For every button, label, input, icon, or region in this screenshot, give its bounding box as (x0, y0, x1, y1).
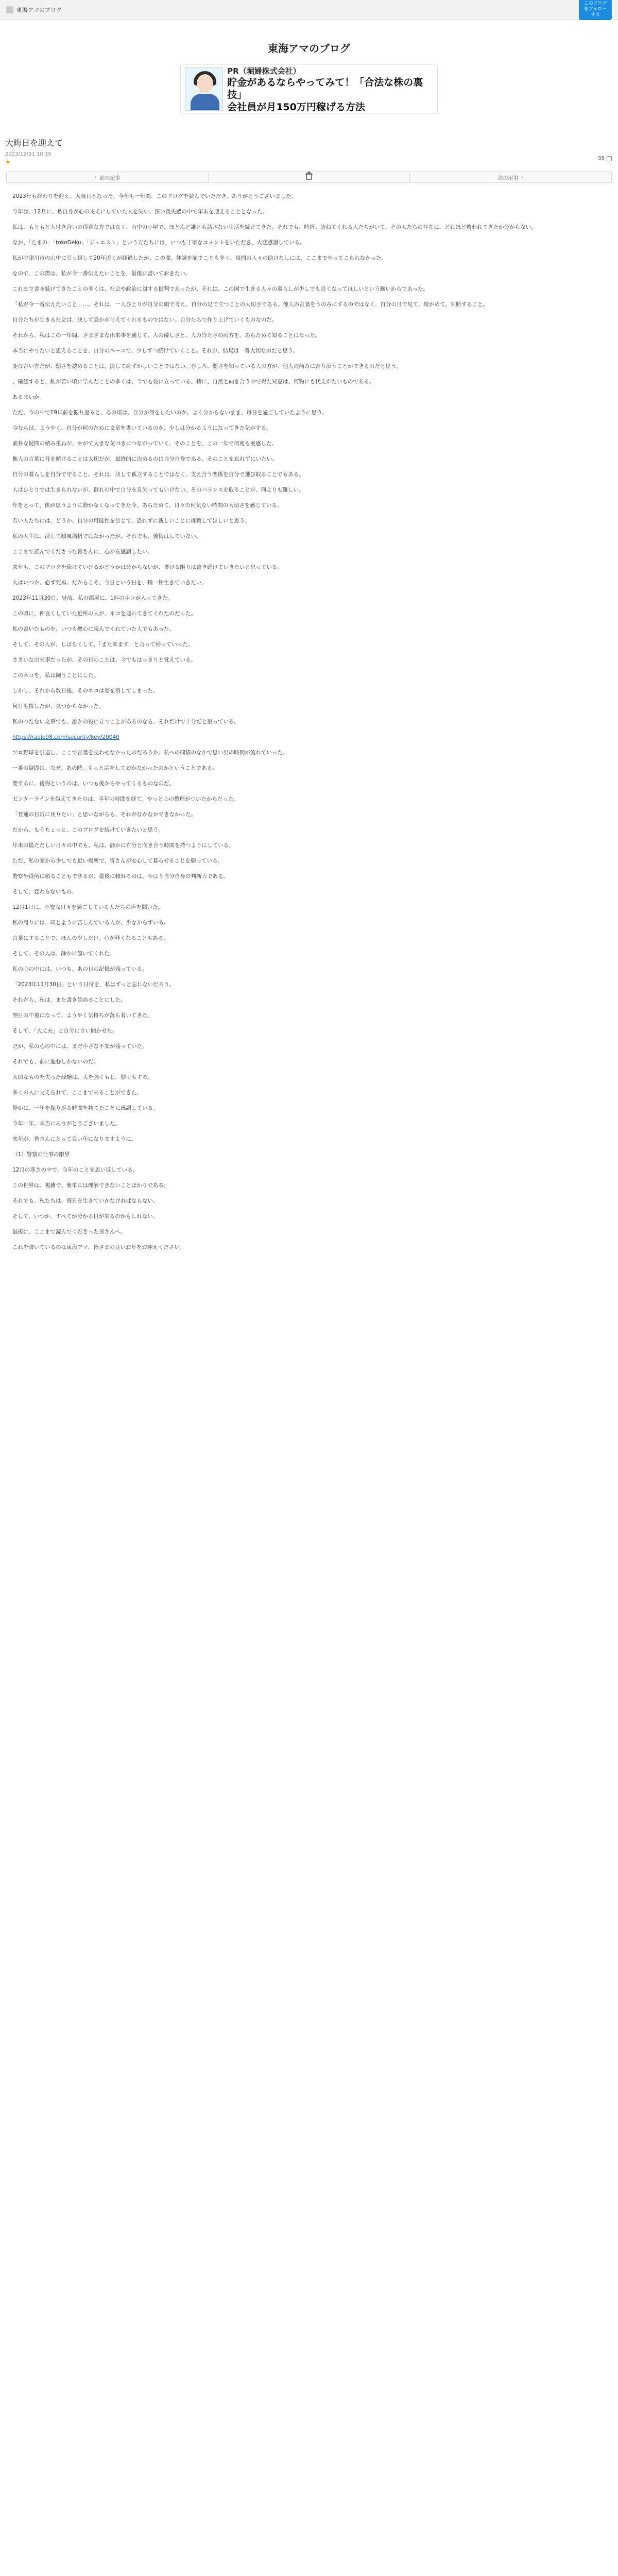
article-paragraph: 他人の言葉に耳を傾けることは大切だが、最終的に決めるのは自分自身である。そのことを忘れずにいたい。 (12, 456, 278, 462)
blog-name-link[interactable]: 東海アマのブログ (16, 6, 62, 13)
article-paragraph: 私の書いたものを、いつも熱心に読んでくれていた人でもあった。 (12, 626, 175, 632)
article-paragraph: 「2023年11月30日」という日付を、私はずっと忘れないだろう。 (12, 981, 175, 988)
article-paragraph: （1）警察の仕事の限界 (12, 1151, 70, 1158)
article-paragraph: そして、いつか、すべてが分かる日が来るのかもしれない。 (12, 1213, 159, 1219)
blog-logo-icon[interactable] (6, 6, 13, 13)
home-link[interactable] (209, 172, 410, 182)
article-paragraph: 2023年11月30日、昼前、私の部屋に、1匹のネコが入ってきた。 (12, 595, 174, 601)
share-count-button[interactable] (598, 156, 612, 161)
entry-meta (5, 151, 618, 165)
article-paragraph: そして、変わらないもの。 (12, 889, 77, 895)
prev-article-label: 前の記事 (99, 175, 121, 181)
article-paragraph: この世界は、複雑で、簡単には理解できないことばかりである。 (12, 1182, 169, 1189)
article-paragraph: それでも、前に進むしかないのだ。 (12, 1059, 99, 1065)
article-paragraph: 今ならば、ようやく、自分が何のために文章を書いているのか、少しは分かるようになってきた気がする。 (12, 425, 272, 431)
article-paragraph: それから、私はこの一年間、さまざまな出来事を通じて、人の優しさと、人の冷たさの両方を、あらためて知ることになった。 (12, 332, 321, 338)
article-paragraph: 私の周りには、同じように苦しんでいる人が、少なからずいる。 (12, 920, 169, 926)
article-paragraph: 年をとって、体が思うように動かなくなってきた今、あらためて、日々の何気ない時間の大切さを感じている。 (12, 502, 283, 509)
article-paragraph: だが、私の心の中には、まだ小さな不安が残っていた。 (12, 1043, 148, 1049)
article-paragraph: 変な言い方だが、弱さを認めることは、決して恥ずかしいことではない。むしろ、弱さを知っている人の方が、他人の痛みに寄り添うことができるのだと思う。 (12, 363, 402, 369)
ad-headline-line1: 貯金があるならやってみて！「合法な株の裏技」 (227, 76, 423, 100)
article-paragraph: 自分の暮らしを自分で守ること。それは、決して孤立することではなく、支え合う関係を自分で選び取ることでもある。 (12, 471, 304, 478)
article-paragraph: 人はいつか、必ず死ぬ。だからこそ、今日という日を、精一杯生きていきたい。 (12, 580, 207, 586)
article-paragraph: 、確認すると、私が若い頃に学んだことの多くは、今でも役に立っている。特に、自然と向き合う中で得た知恵は、何物にも代えがたいものである。 (12, 379, 375, 385)
article-paragraph: ただ、今の中で19年前を振り返ると、あの頃は、自分が何をしたいのか、よく分からないまま、毎日を過ごしていたように思う。 (12, 410, 328, 416)
article-paragraph: そして、その人が、しばらくして、「また来ます」と言って帰っていった。 (12, 641, 194, 648)
article-paragraph: それから、私は、また書き始めることにした。 (12, 997, 126, 1003)
article-paragraph: 2023年も終わりを迎え、大晦日となった。今年も一年間、このブログを読んでいただき、ありがとうございました。 (12, 193, 297, 199)
article-paragraph: 人はひとりでは生きられないが、群れの中で自分を見失ってもいけない。そのバランスを取ることが、何よりも難しい。 (12, 487, 304, 493)
article-paragraph: なお、「たまの」「tokoDeku」「ジュエスト」という方たちには、いつも丁寧なコメントをいただき、大変感謝している。 (12, 240, 305, 246)
article-paragraph: 自分たちが生きる社会は、決して誰かが与えてくれるものではない。自分たちで作り上げていくものなのだ。 (12, 317, 278, 323)
article-body (0, 183, 618, 1251)
article-paragraph: 警察や役所に頼ることもできるが、最後に頼れるのは、やはり自分自身の判断力である。 (12, 873, 229, 879)
follow-button[interactable]: このブログをフォローする (579, 0, 612, 20)
star-icon[interactable]: ★ (5, 158, 11, 165)
article-paragraph: 若い人たちには、どうか、自分の可能性を信じて、恐れずに新しいことに挑戦してほしいと思う。 (12, 518, 250, 524)
home-icon (306, 175, 312, 180)
article-paragraph: だから、もうちょっと、このブログを続けていきたいと思う。 (12, 827, 164, 833)
top-bar (0, 0, 618, 20)
entry-date: 2023/12/31 10:35 (5, 151, 52, 157)
article-paragraph: 本当にやりたいと思えることを、自分のペースで、少しずつ続けていくこと。それが、結局は一番大切なのだと思う。 (12, 348, 299, 354)
article-paragraph: 私の心の中には、いつも、あの日の記憶が残っている。 (12, 966, 148, 972)
article-paragraph: 「私が今一番伝えたいこと」…、それは、一人ひとりが自分の頭で考え、自分の足で立つことの大切さである。他人の言葉をうのみにするのではなく、自分の目で見て、確かめて、判断すること。 (12, 301, 488, 308)
next-article-link[interactable]: 次の記事 › (497, 174, 524, 181)
ad-headline-line2: 会社員が月150万円稼げる方法 (227, 101, 365, 113)
share-count: 95 (598, 156, 605, 161)
article-paragraph: このネコを、私は飼うことにした。 (12, 672, 99, 679)
prev-article-link[interactable]: ‹ 前の記事 (7, 172, 209, 182)
article-paragraph: ささいな出来事だったが、その日のことは、今でもはっきりと覚えている。 (12, 657, 196, 663)
article-paragraph: そして、その人は、静かに頷いてくれた。 (12, 951, 115, 957)
entry-title[interactable]: 大晦日を迎えて (5, 138, 63, 148)
article-paragraph: 最後に、ここまで読んでくださった皆さんへ。 (12, 1229, 126, 1235)
article-paragraph: センターラインを越えてきたのは、半年の時間を経て、やっと心の整理がついたからだった。 (12, 796, 239, 802)
article-paragraph: 今年は、12月に、私自身が心の支えにしていた人を失い、深い喪失感の中で年末を迎えることとなった。 (12, 209, 268, 215)
article-paragraph: 12月1日に、不安な日々を過ごしている人たちの声を聞いた。 (12, 904, 164, 910)
article-paragraph: 私が中津川市の山中に引っ越して20年近くが経過したが、この間、体調を崩すことも多く、周囲の人々の助けなしには、ここまでやってこられなかった。 (12, 255, 387, 261)
external-link[interactable]: https://radio98.com/security/key/20040 (12, 734, 119, 740)
article-paragraph: ここまで読んでくださった皆さんに、心から感謝したい。 (12, 549, 153, 555)
article-paragraph: 静かに、一年を振り返る時間を持てたことに感謝している。 (12, 1105, 159, 1111)
article-paragraph: 言葉にすることで、ほんの少しだけ、心が軽くなることもある。 (12, 935, 169, 941)
article-paragraph: 年末の慌ただしい日々の中でも、私は、静かに自分と向き合う時間を持つようにしている。 (12, 842, 234, 849)
article-paragraph: これを書いているのは東海アマ。皆さまの良いお年をお迎えください。 (12, 1244, 185, 1250)
entry-header (0, 137, 618, 165)
article-paragraph: 多くの人に支えられて、ここまで来ることができた。 (12, 1090, 142, 1096)
article-paragraph: 私の人生は、決して順風満帆ではなかったが、それでも、後悔はしていない。 (12, 533, 202, 539)
ad-banner[interactable] (180, 64, 438, 114)
article-paragraph: 翌日の午後になって、ようやく気持ちが落ち着いてきた。 (12, 1012, 153, 1019)
ad-thumbnail-image (185, 67, 223, 111)
article-paragraph: 素朴な疑問の積み重ねが、やがて大きな気づきにつながっていく。そのことを、この一年で何度も実感した。 (12, 440, 278, 447)
article-paragraph: 今年一年、本当にありがとうございました。 (12, 1121, 121, 1127)
article-paragraph: 来年も、このブログを続けていけるかどうかは分からないが、書ける限りは書き続けていきたいと思っている。 (12, 564, 283, 570)
article-paragraph: 12月の寒さの中で、今年のことを思い返している。 (12, 1167, 139, 1173)
blog-title[interactable]: 東海アマのブログ (268, 42, 350, 55)
article-paragraph: 私は、もともと人付き合いの得意な方ではなく、山中の小屋で、ほとんど誰とも話さない生活を続けてきた。それでも、時折、訪ねてくれる人たちがいて、その人たちの存在に、どれほど救われてきたか分からない。 (12, 224, 537, 230)
article-paragraph: 私のつたない文章でも、誰かの役に立つことがあるのなら、それだけで十分だと思っている。 (12, 719, 239, 725)
article-paragraph: 何日も探したが、見つからなかった。 (12, 703, 105, 709)
article-paragraph: 一番の疑問は、なぜ、あの時、もっと話をしておかなかったのかということである。 (12, 765, 218, 771)
article-paragraph: しかし、それから数日後、そのネコは姿を消してしまった。 (12, 688, 159, 694)
entry-pager (6, 172, 612, 183)
article-paragraph: それでも、私たちは、毎日を生きていかなければならない。 (12, 1198, 159, 1204)
article-paragraph: ただ、私の家から少しでも近い場所で、皆さんが安心して暮らせることを願っている。 (12, 858, 223, 864)
article-paragraph: プロ野球を引退し、ここで言葉を交わせなかったのだろうか。私への同情のなかで思い出の時間が流れていった。 (12, 750, 288, 756)
article-paragraph: あるまいか。 (12, 394, 45, 400)
share-icon (607, 156, 612, 161)
ad-pr-label: PR（堀婦株式会社） (227, 66, 301, 76)
article-paragraph: 「普通の日常に戻りたい」と思いながらも、それがなかなかできなかった。 (12, 811, 196, 818)
blog-header (0, 20, 618, 114)
article-paragraph: 大切なものを失った経験は、人を強くもし、弱くもする。 (12, 1074, 153, 1080)
article-paragraph: 要するに、後悔というのは、いつも後からやってくるものなのだ。 (12, 781, 175, 787)
article-paragraph: これまで書き続けてきたことの多くは、社会や政治に対する批判であったが、それは、この国で生きる人々の暮らしが少しでも良くなってほしいという願いからであった。 (12, 286, 429, 292)
next-article-label: 次の記事 (497, 175, 519, 181)
article-paragraph: 来年が、皆さんにとって良い年になりますように。 (12, 1136, 137, 1142)
article-paragraph: そして、「大丈夫」と自分に言い聞かせた。 (12, 1028, 118, 1034)
article-paragraph: なので、この際は、私が今一番伝えたいことを、最後に書いておきたい。 (12, 270, 191, 277)
article-paragraph: この頃に、仲良くしていた近所の人が、ネコを連れてきてくれたのだった。 (12, 611, 196, 617)
